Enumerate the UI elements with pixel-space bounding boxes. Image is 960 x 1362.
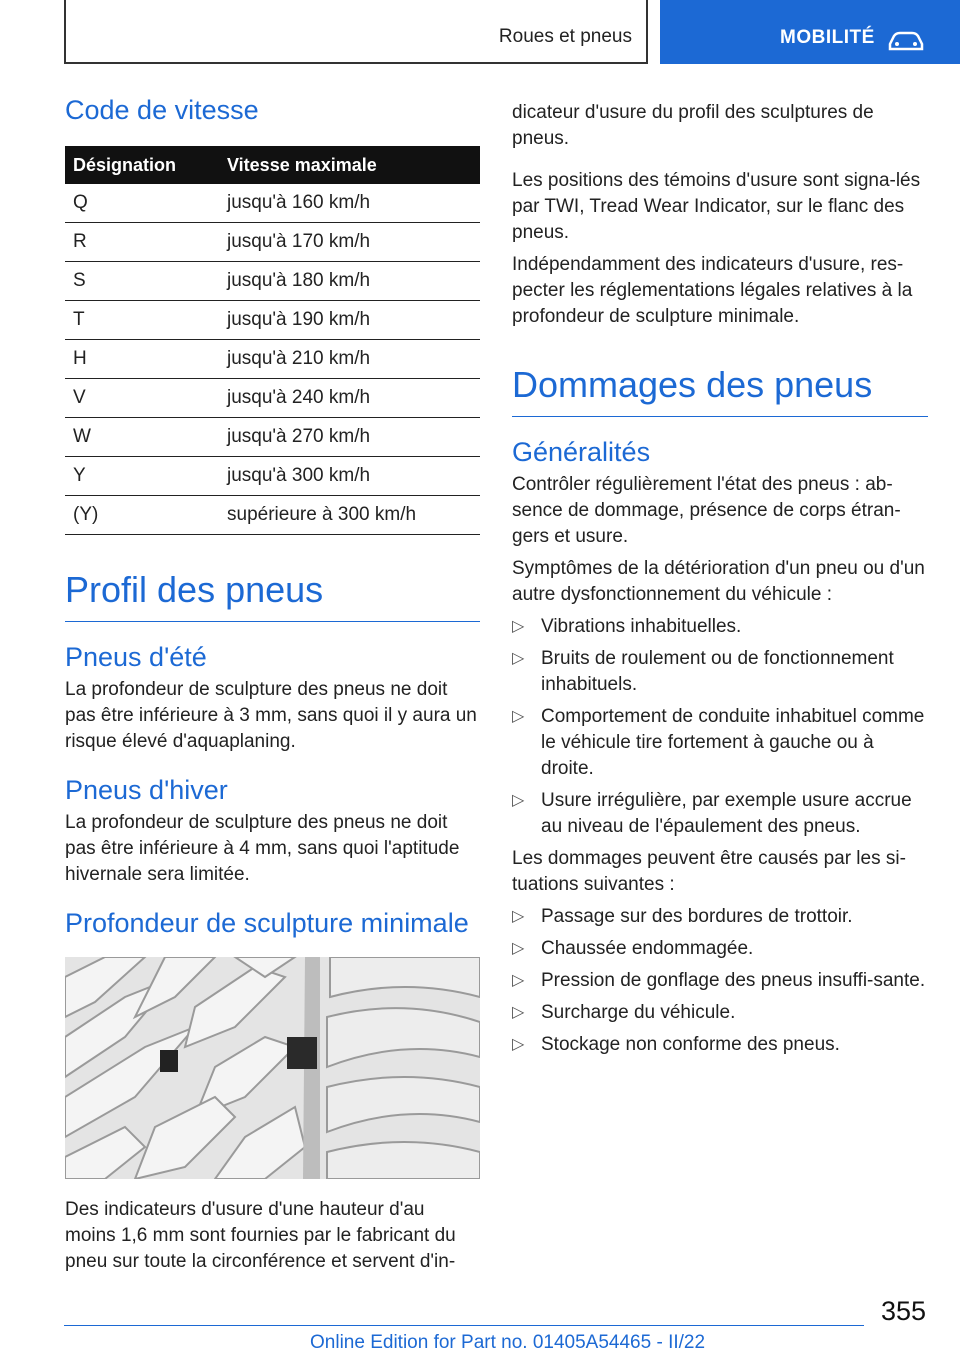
online-edition-link[interactable]: Online Edition for Part no. 01405A54465 - II/22 <box>310 1332 706 1353</box>
table-cell: jusqu'à 300 km/h <box>219 457 480 496</box>
list-item <box>512 788 928 840</box>
list-item-text: Passage sur des bordures de trottoir. <box>541 906 853 927</box>
triangle-icon: ▷ <box>512 940 525 957</box>
table-cell: jusqu'à 160 km/h <box>219 184 480 223</box>
table-cell: jusqu'à 180 km/h <box>219 262 480 301</box>
causes-list <box>512 904 928 1058</box>
table-row <box>65 496 480 535</box>
summer-tires-text: La profondeur de sculpture des pneus ne doit pas être inférieure à 3 mm, sans quoi il y aura un risque élevé d'aquaplaning. <box>65 679 477 752</box>
table-row <box>65 301 480 340</box>
table-header: Désignation <box>65 146 219 184</box>
list-item <box>512 646 928 698</box>
list-item <box>512 904 928 930</box>
left-column <box>65 95 480 1275</box>
table-cell: Q <box>65 184 219 223</box>
wear-indicator-text: Des indicateurs d'usure d'une hauteur d'au moins 1,6 mm sont fournies par le fabricant du pneu sur toute la circonférence et servent d'in- <box>65 1199 456 1272</box>
table-row <box>65 340 480 379</box>
triangle-icon: ▷ <box>512 650 525 667</box>
chapter-tab[interactable] <box>660 0 960 64</box>
table-cell: Y <box>65 457 219 496</box>
tire-damage-heading: Dommages des pneus <box>512 364 928 417</box>
table-cell: jusqu'à 190 km/h <box>219 301 480 340</box>
tread-wear-indicator-image <box>65 957 480 1179</box>
triangle-icon: ▷ <box>512 618 525 635</box>
winter-tires-text: La profondeur de sculpture des pneus ne doit pas être inférieure à 4 mm, sans quoi l'aptitude hivernale sera limitée. <box>65 812 460 885</box>
table-cell: supérieure à 300 km/h <box>219 496 480 535</box>
table-cell: (Y) <box>65 496 219 535</box>
list-item-text: Pression de gonflage des pneus insuffi‐sante. <box>541 970 926 991</box>
header-box <box>64 0 648 64</box>
causes-text: Les dommages peuvent être causés par les si‐tuations suivantes : <box>512 848 906 895</box>
legal-depth-text: Indépendamment des indicateurs d'usure, res‐pecter les réglementations légales relatives à la profondeur de sculpture minimale. <box>512 254 913 327</box>
section-title: Roues et pneus <box>498 26 632 47</box>
list-item <box>512 614 928 640</box>
triangle-icon: ▷ <box>512 708 525 725</box>
table-cell: V <box>65 379 219 418</box>
table-cell: jusqu'à 240 km/h <box>219 379 480 418</box>
list-item-text: Stockage non conforme des pneus. <box>541 1034 840 1055</box>
car-icon <box>886 30 926 52</box>
table-cell: jusqu'à 270 km/h <box>219 418 480 457</box>
triangle-icon: ▷ <box>512 1036 525 1053</box>
triangle-icon: ▷ <box>512 972 525 989</box>
table-cell: W <box>65 418 219 457</box>
table-cell: S <box>65 262 219 301</box>
table-row <box>65 418 480 457</box>
chapter-label: MOBILITÉ <box>780 27 875 48</box>
speed-table <box>65 146 480 535</box>
symptoms-text: Symptômes de la détérioration d'un pneu ou d'un autre dysfonctionnement du véhicule : <box>512 558 925 605</box>
list-item-text: Vibrations inhabituelles. <box>541 616 742 637</box>
table-header: Vitesse maximale <box>219 146 480 184</box>
table-cell: jusqu'à 170 km/h <box>219 223 480 262</box>
table-cell: T <box>65 301 219 340</box>
list-item <box>512 936 928 962</box>
triangle-icon: ▷ <box>512 1004 525 1021</box>
table-cell: H <box>65 340 219 379</box>
table-row <box>65 379 480 418</box>
twi-text: Les positions des témoins d'usure sont signa‐lés par TWI, Tread Wear Indicator, sur le flanc des pneus. <box>512 170 921 243</box>
list-item <box>512 1032 928 1058</box>
table-row <box>65 223 480 262</box>
list-item-text: Usure irrégulière, par exemple usure accrue au niveau de l'épaulement des pneus. <box>541 790 912 837</box>
table-row <box>65 184 480 223</box>
winter-tires-heading: Pneus d'hiver <box>65 775 228 805</box>
symptoms-list <box>512 614 928 840</box>
list-item-text: Chaussée endommagée. <box>541 938 754 959</box>
table-cell: jusqu'à 210 km/h <box>219 340 480 379</box>
table-cell: R <box>65 223 219 262</box>
table-header-row <box>65 146 480 184</box>
table-row <box>65 262 480 301</box>
footer-divider <box>64 1325 864 1326</box>
triangle-icon: ▷ <box>512 908 525 925</box>
list-item-text: Bruits de roulement ou de fonctionnement inhabituels. <box>541 648 894 695</box>
list-item <box>512 968 928 994</box>
speed-code-heading: Code de vitesse <box>65 95 259 125</box>
general-heading: Généralités <box>512 437 651 467</box>
min-depth-heading: Profondeur de sculpture minimale <box>65 908 469 938</box>
continued-text: dicateur d'usure du profil des sculptures de pneus. <box>512 102 874 149</box>
list-item <box>512 704 928 782</box>
list-item-text: Comportement de conduite inhabituel comme le véhicule tire fortement à gauche ou à droite. <box>541 706 925 779</box>
right-column <box>512 100 928 1058</box>
summer-tires-heading: Pneus d'été <box>65 642 207 672</box>
list-item-text: Surcharge du véhicule. <box>541 1002 736 1023</box>
list-item <box>512 1000 928 1026</box>
check-text: Contrôler régulièrement l'état des pneus : ab‐sence de dommage, présence de corps étran‐gers et usure. <box>512 474 901 547</box>
tire-profile-heading: Profil des pneus <box>65 569 480 622</box>
triangle-icon: ▷ <box>512 792 525 809</box>
table-row <box>65 457 480 496</box>
page-number: 355 <box>880 1296 926 1326</box>
